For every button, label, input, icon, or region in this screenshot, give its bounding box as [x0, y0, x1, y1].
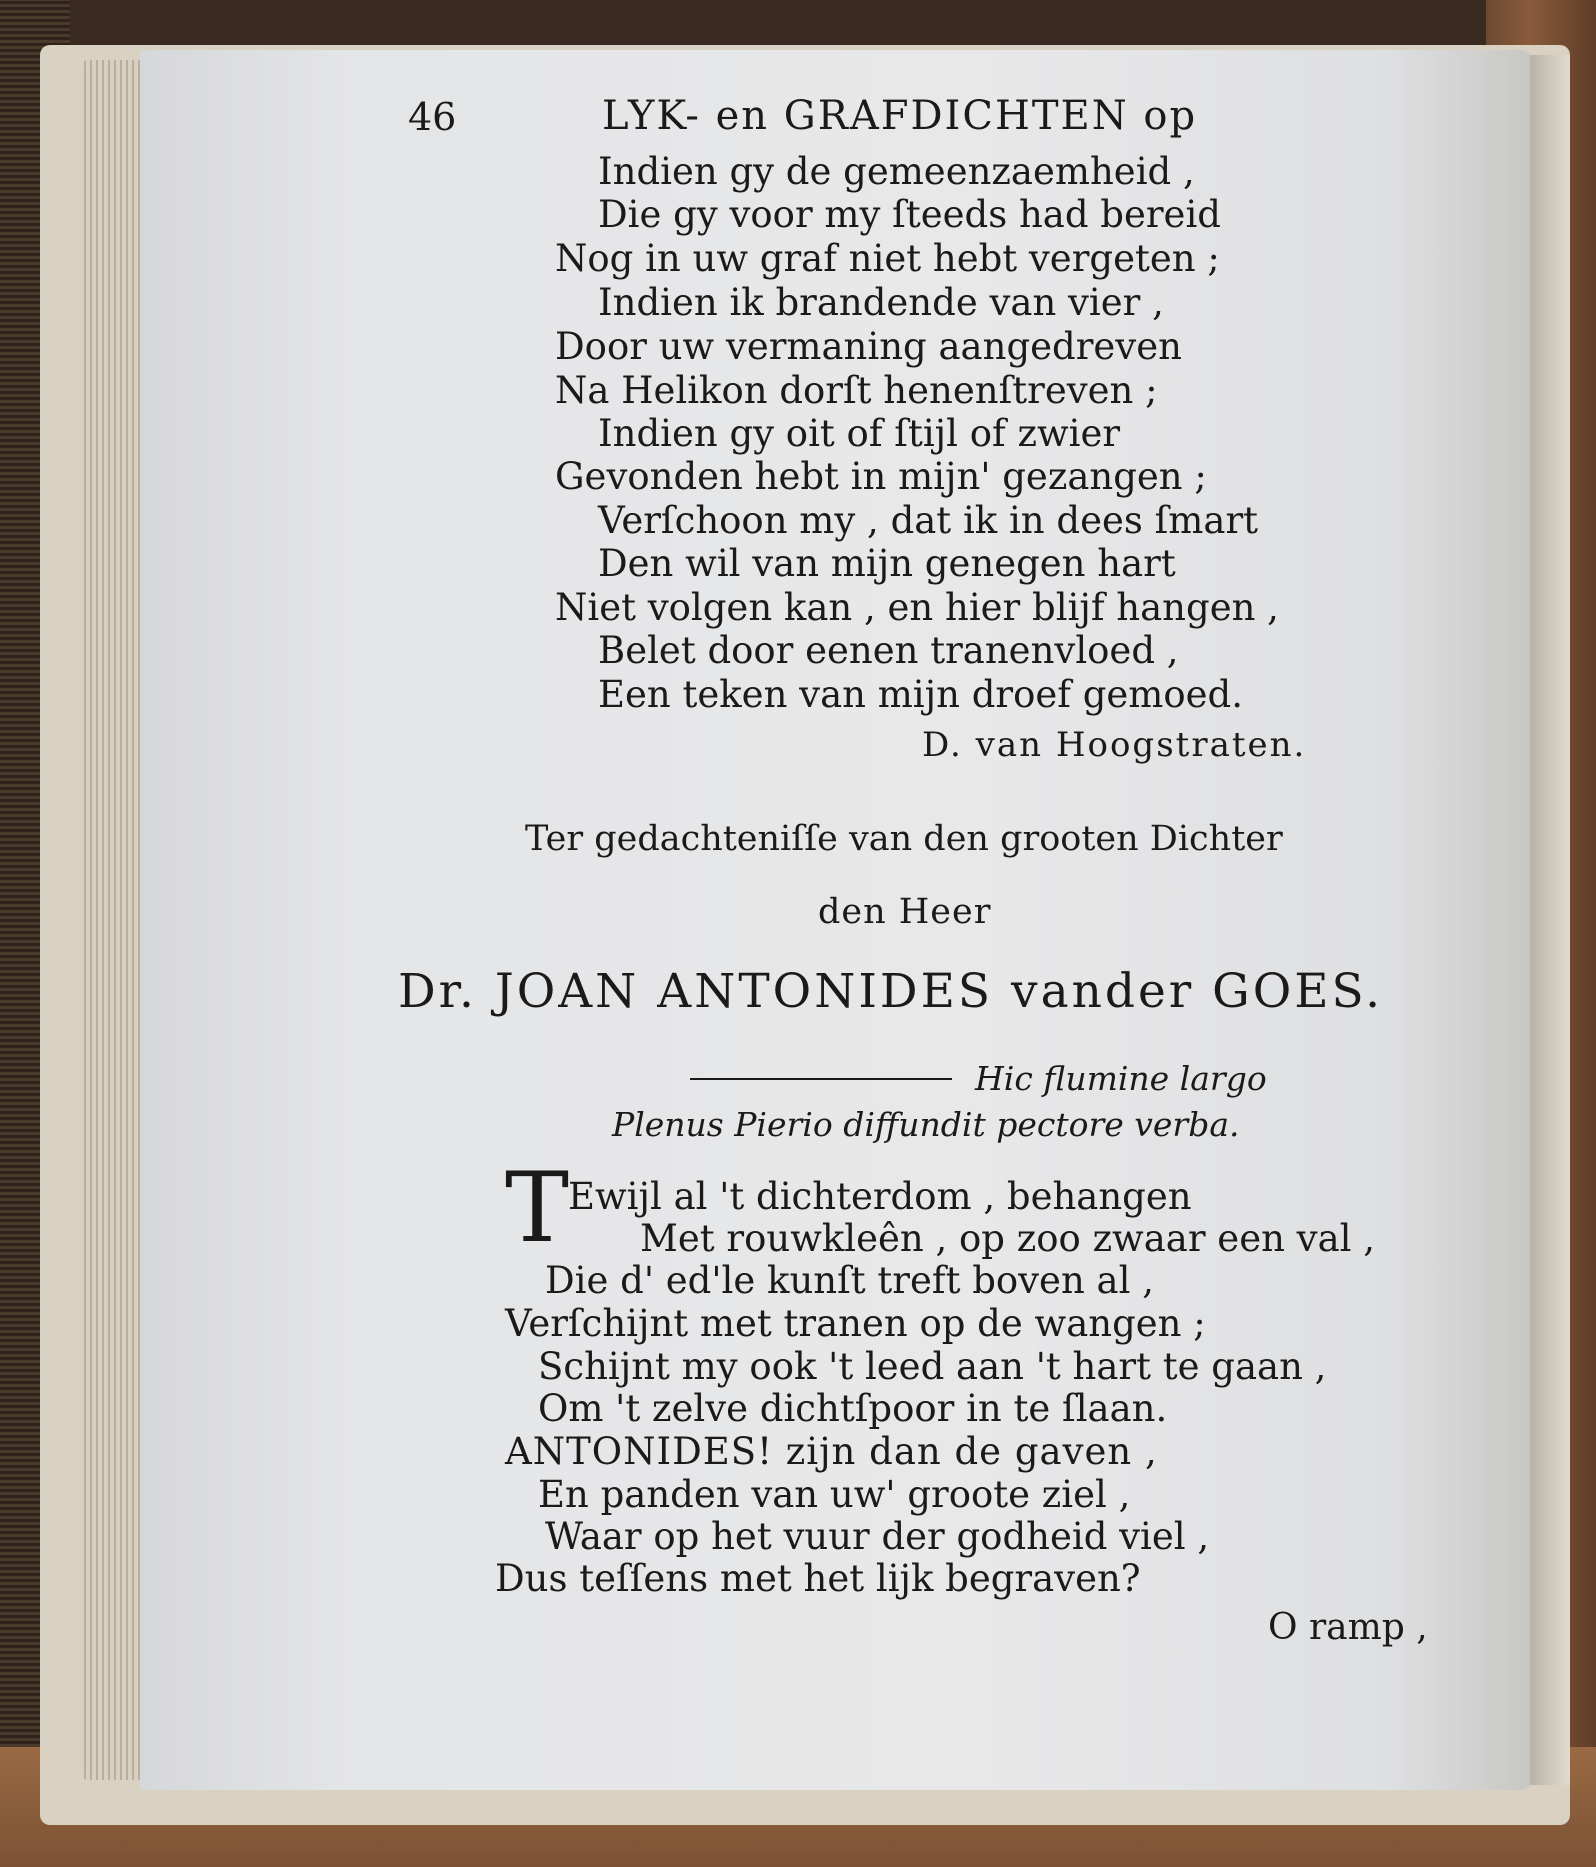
- verse-line: Indien gy oit of ſtijl of zwier: [598, 412, 1121, 455]
- verse-line: Den wil van mijn genegen hart: [598, 542, 1176, 585]
- verse-line: Indien gy de gemeenzaemheid ,: [598, 150, 1195, 193]
- verse-line: Gevonden hebt in mijn' gezangen ;: [555, 455, 1207, 498]
- verse-line: Door uw vermaning aangedreven: [555, 325, 1182, 368]
- catchword: O ramp ,: [1268, 1607, 1428, 1648]
- verse-line: Om 't zelve dichtſpoor in te ſlaan.: [538, 1387, 1168, 1430]
- verse-line: En panden van uw' groote ziel ,: [538, 1473, 1131, 1516]
- verse-line: ANTONIDES! zijn dan de gaven ,: [505, 1430, 1158, 1473]
- verse-line: Dus teſſens met het lijk begraven?: [495, 1557, 1141, 1600]
- dedication-heading-name: Dr. JOAN ANTONIDES vander GOES.: [398, 964, 1384, 1019]
- latin-motto-line1: Hic flumine largo: [975, 1059, 1267, 1098]
- verse-line: Waar op het vuur der godheid viel ,: [545, 1515, 1210, 1558]
- verse-line: Een teken van mijn droef gemoed.: [598, 673, 1243, 716]
- author-signature: D. van Hoogstraten.: [922, 725, 1307, 765]
- facing-page-edge: [1530, 55, 1570, 1785]
- drop-cap: T: [505, 1152, 570, 1264]
- verse-line: Na Helikon dorſt henenſtreven ;: [555, 369, 1158, 412]
- verse-line: Nog in uw graf niet hebt vergeten ;: [555, 237, 1220, 280]
- verse-line: Ewijl al 't dichterdom , behangen: [568, 1175, 1192, 1218]
- verse-line: Die gy voor my ſteeds had bereid: [598, 193, 1221, 236]
- verse-line: Schijnt my ook 't leed aan 't hart te gaan ,: [538, 1345, 1327, 1388]
- running-head: LYK- en GRAFDICHTEN op: [602, 93, 1198, 139]
- dedication-heading-line2: den Heer: [818, 892, 992, 932]
- dedication-heading-line1: Ter gedachteniſſe van den grooten Dichter: [525, 819, 1283, 859]
- motto-rule: [690, 1078, 952, 1080]
- verse-line: Verſchijnt met tranen op de wangen ;: [505, 1302, 1206, 1345]
- latin-motto-line2: Plenus Pierio diffundit pectore verba.: [612, 1105, 1240, 1144]
- verse-line: Met rouwkleên , op zoo zwaar een val ,: [640, 1217, 1375, 1260]
- verse-line: Belet door eenen tranenvloed ,: [598, 629, 1179, 672]
- verse-line: Niet volgen kan , en hier blijf hangen ,: [555, 586, 1279, 629]
- page-number: 46: [408, 95, 457, 139]
- verse-line: Verſchoon my , dat ik in dees ſmart: [598, 499, 1259, 542]
- verse-line: Die d' ed'le kunſt treft boven al ,: [545, 1259, 1154, 1302]
- verse-line: Indien ik brandende van vier ,: [598, 281, 1164, 324]
